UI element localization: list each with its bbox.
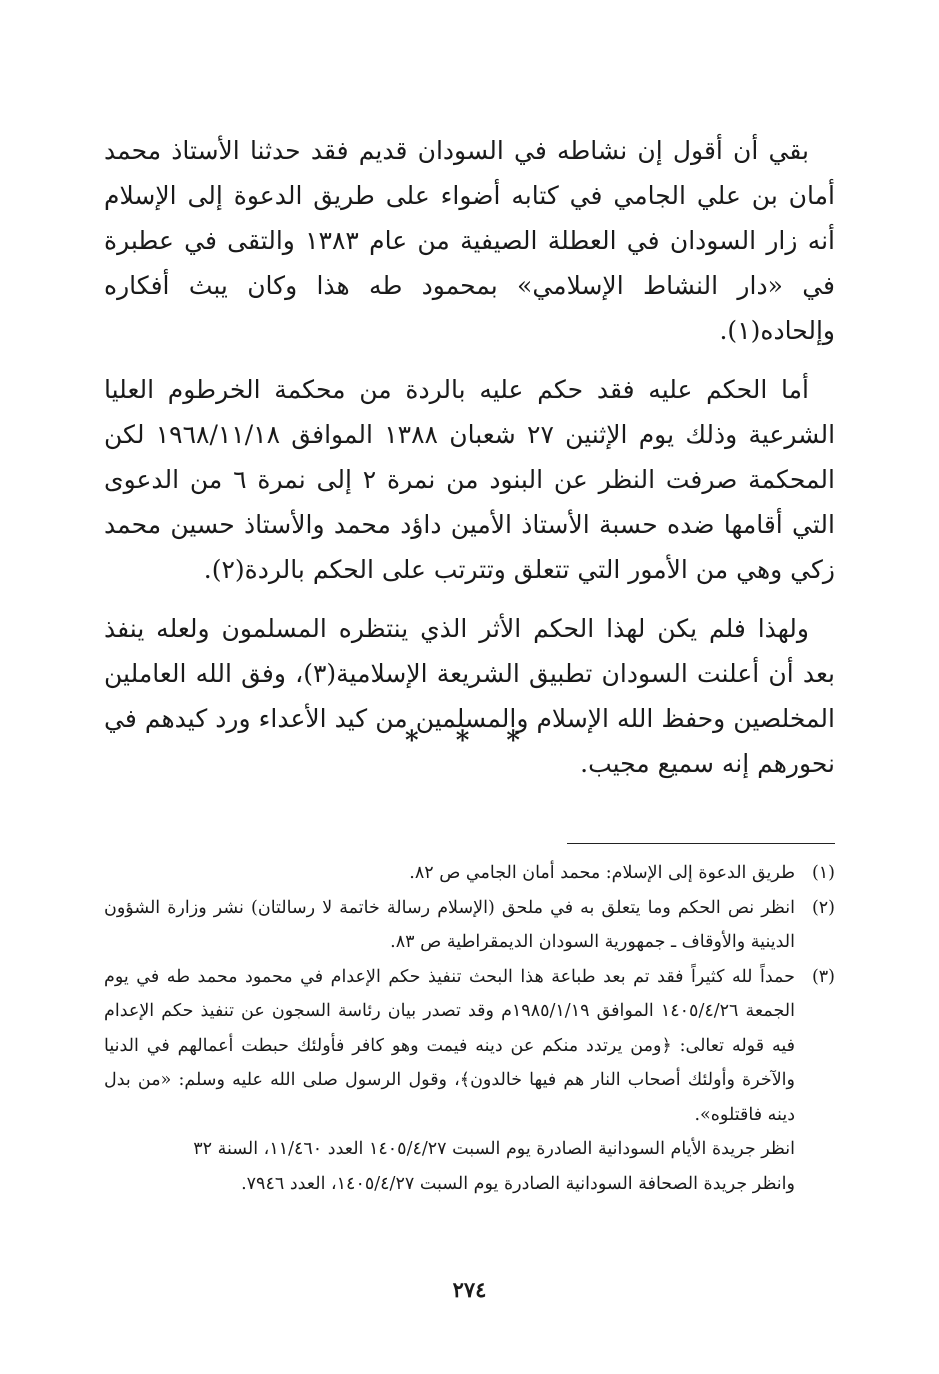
footnote-number: (٣) (811, 966, 835, 987)
footnote-text: طريق الدعوة إلى الإسلام: محمد أمان الجامي ص ٨٢. (409, 863, 795, 883)
footnote-text: انظر نص الحكم وما يتعلق به في ملحق (الإسلام رسالة خاتمة لا رسالتان) نشر وزارة الشؤون الدينية والأوقاف ـ جمهورية السودان الديمقراطية ص ٨٣. (104, 897, 795, 952)
footnote-reference: انظر جريدة الأيام السودانية الصادرة يوم السبت ١٤٠٥/٤/٢٧ العدد ١١/٤٦٠، السنة ٣٢ (193, 1139, 795, 1159)
paragraph-2: أما الحكم عليه فقد حكم عليه بالردة من محكمة الخرطوم العليا الشرعية وذلك يوم الإثنين ٢٧ شعبان ١٣٨٨ الموافق ١٩٦٨/١١/١٨ لكن المحكمة صرفت النظر عن البنود من نمرة ٢ إلى نمرة ٦ من الدعوى التي أقامها ضده حسبة الأستاذ الأمين داؤد محمد والأستاذ حسين محمد زكي وهي من الأمور التي تتعلق وتترتب على الحكم بالردة(٢). (104, 375, 836, 584)
footnote-body (104, 856, 795, 891)
section-separator: * * * (405, 726, 534, 756)
footnote-text: حمداً لله كثيراً فقد تم بعد طباعة هذا البحث تنفيذ حكم الإعدام في محمود محمد طه في يوم الجمعة ١٤٠٥/٤/٢٦ الموافق ١٩٨٥/١/١٩م وقد تصدر بيان رئاسة السجون عن تنفيذ حكم الإعدام فيه قوله تعالى: ﴿ومن يرتدد منكم عن دينه فيمت وهو كافر فأولئك حبطت أعمالهم في الدنيا والآخرة وأولئك أصحاب النار هم فيها خالدون﴾، وقول الرسول صلى الله عليه وسلم: «من بدل دينه فاقتلوه». (104, 966, 795, 1125)
footnote-reference: وانظر جريدة الصحافة السودانية الصادرة يوم السبت ١٤٠٥/٤/٢٧، العدد ٧٩٤٦. (241, 1173, 795, 1194)
footnote-divider (567, 843, 835, 844)
main-text (104, 128, 835, 800)
footnote-3 (104, 960, 835, 1202)
paragraph-3: ولهذا فلم يكن لهذا الحكم الأثر الذي ينتظره المسلمون ولعله ينفذ بعد أن أعلنت السودان تطبيق الشريعة الإسلامية(٣)، وفق الله العاملين المخلصين وحفظ الله الإسلام والمسلمين من كيد الأعداء ورد كيدهم في نحورهم إنه سميع مجيب. (104, 614, 835, 778)
paragraph-1: بقي أن أقول إن نشاطه في السودان قديم فقد حدثنا الأستاذ محمد أمان بن علي الجامي في كتابه أضواء على طريق الدعوة إلى الإسلام أنه زار السودان في العطلة الصيفية من عام ١٣٨٣ والتقى في عطبرة في «دار النشاط الإسلامي» بمحمود طه هذا وكان يبث أفكاره وإلحاده(١). (104, 136, 836, 345)
footnote-body (104, 891, 795, 960)
footnote-body (104, 960, 795, 1202)
footnote-number: (١) (811, 863, 835, 883)
footnote-1 (104, 856, 835, 891)
footnotes (104, 856, 835, 1201)
page-number: ٢٧٤ (452, 1277, 487, 1302)
footnote-2 (104, 891, 835, 960)
footnote-number: (٢) (811, 897, 835, 918)
